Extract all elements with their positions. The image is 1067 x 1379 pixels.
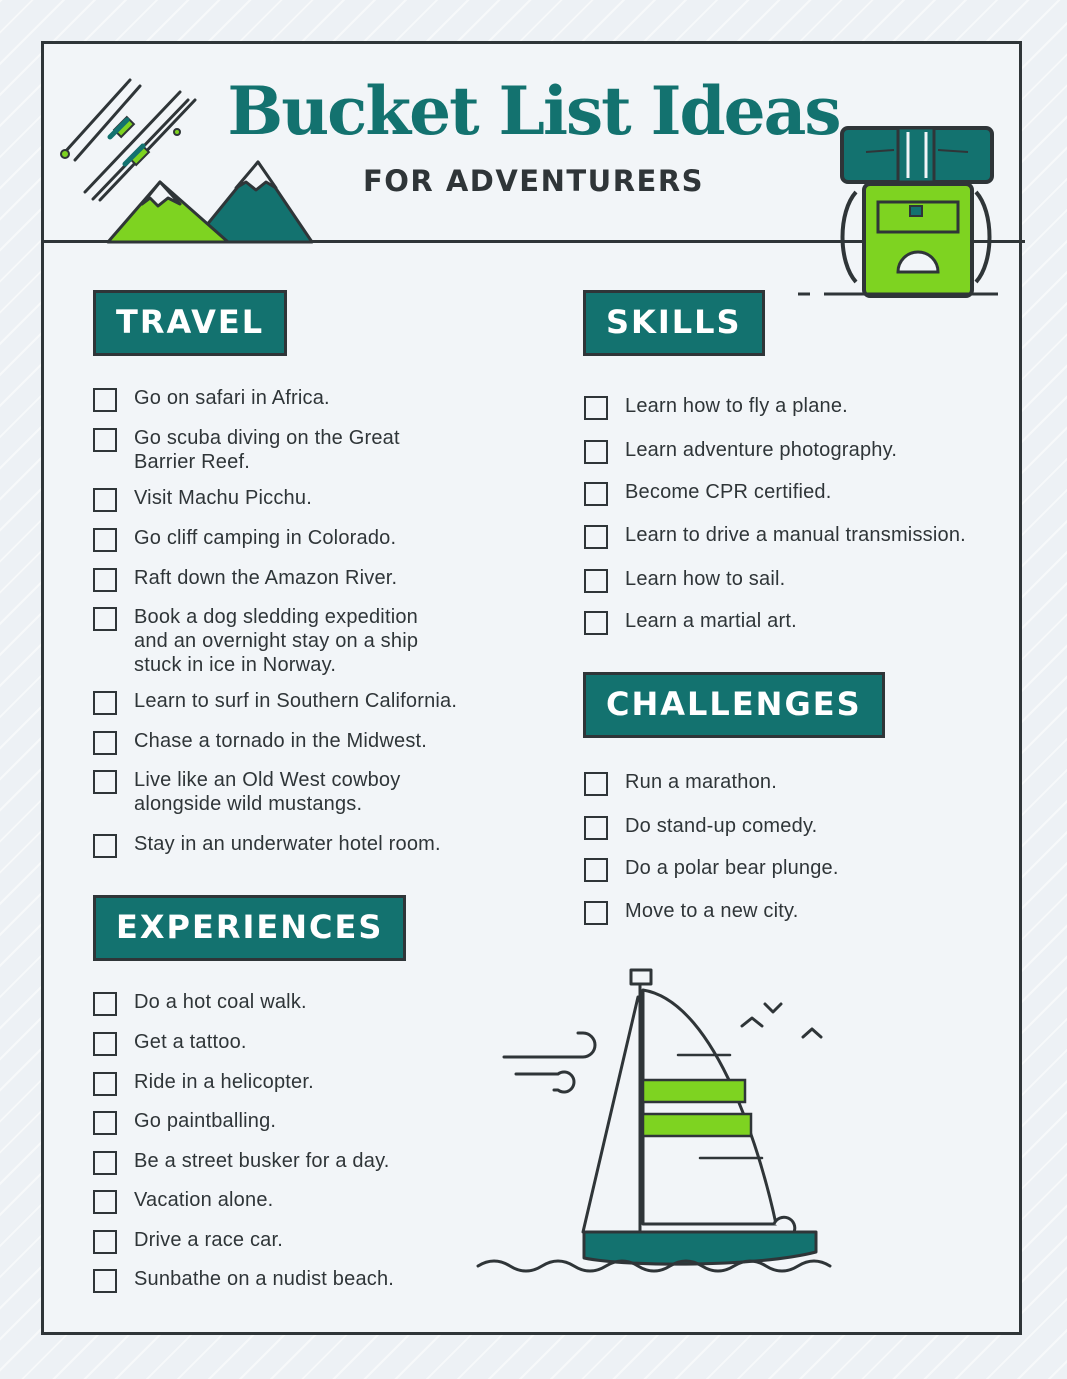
checkbox[interactable] [584, 858, 608, 882]
checkbox[interactable] [93, 992, 117, 1016]
item-label: Learn a martial art. [625, 610, 797, 632]
checkbox[interactable] [584, 440, 608, 464]
checkbox[interactable] [93, 428, 117, 452]
item-label: Learn to surf in Southern California. [134, 690, 458, 712]
item-label: alongside wild mustangs. [134, 793, 363, 815]
item-label: Go scuba diving on the Great [134, 427, 400, 449]
checkbox[interactable] [93, 568, 117, 592]
item-label: Stay in an underwater hotel room. [134, 833, 441, 855]
item-label: Learn how to fly a plane. [625, 395, 848, 417]
checkbox[interactable] [93, 528, 117, 552]
item-label: Drive a race car. [134, 1229, 284, 1251]
checkbox[interactable] [93, 607, 117, 631]
item-label: Become CPR certified. [625, 481, 832, 503]
checkbox[interactable] [584, 901, 608, 925]
item-label: Barrier Reef. [134, 451, 250, 473]
checkbox[interactable] [93, 1230, 117, 1254]
item-label: Book a dog sledding expedition [134, 606, 418, 628]
checkbox[interactable] [93, 731, 117, 755]
checkbox[interactable] [584, 396, 608, 420]
item-label: Chase a tornado in the Midwest. [134, 730, 428, 752]
checkbox[interactable] [93, 1190, 117, 1214]
travel-heading: TRAVEL [93, 290, 287, 356]
checkbox[interactable] [93, 1269, 117, 1293]
item-label: Vacation alone. [134, 1189, 274, 1211]
item-label: Live like an Old West cowboy [134, 769, 401, 791]
mountains-icon [108, 158, 313, 242]
checkbox[interactable] [584, 816, 608, 840]
item-label: Go paintballing. [134, 1110, 277, 1132]
item-label: Learn how to sail. [625, 568, 786, 590]
item-label: Raft down the Amazon River. [134, 567, 398, 589]
item-label: and an overnight stay on a ship [134, 630, 419, 652]
checkbox[interactable] [584, 772, 608, 796]
checkbox[interactable] [93, 1151, 117, 1175]
checkbox[interactable] [93, 834, 117, 858]
checkbox[interactable] [584, 482, 608, 506]
sailboat-icon [478, 962, 830, 1272]
item-label: Do stand-up comedy. [625, 815, 818, 837]
item-label: Move to a new city. [625, 900, 799, 922]
item-label: Ride in a helicopter. [134, 1071, 314, 1093]
item-label: Go on safari in Africa. [134, 387, 330, 409]
item-label: Do a hot coal walk. [134, 991, 307, 1013]
item-label: Visit Machu Picchu. [134, 487, 312, 509]
checkbox[interactable] [584, 611, 608, 635]
item-label: Get a tattoo. [134, 1031, 247, 1053]
checkbox[interactable] [93, 388, 117, 412]
experiences-heading: EXPERIENCES [93, 895, 406, 961]
checkbox[interactable] [93, 770, 117, 794]
checkbox[interactable] [584, 569, 608, 593]
item-label: Do a polar bear plunge. [625, 857, 839, 879]
item-label: Learn to drive a manual transmission. [625, 524, 966, 546]
item-label: Go cliff camping in Colorado. [134, 527, 397, 549]
checkbox[interactable] [93, 1072, 117, 1096]
backpack-icon [798, 122, 1003, 297]
item-label: Run a marathon. [625, 771, 777, 793]
checkbox[interactable] [584, 525, 608, 549]
item-label: Be a street busker for a day. [134, 1150, 390, 1172]
checkbox[interactable] [93, 691, 117, 715]
checkbox[interactable] [93, 1111, 117, 1135]
checkbox[interactable] [93, 1032, 117, 1056]
challenges-heading: CHALLENGES [583, 672, 885, 738]
page-title: Bucket List Ideas [227, 72, 840, 150]
item-label: Sunbathe on a nudist beach. [134, 1268, 395, 1290]
item-label: stuck in ice in Norway. [134, 654, 337, 676]
checkbox[interactable] [93, 488, 117, 512]
page-subtitle: FOR ADVENTURERS [362, 164, 705, 198]
item-label: Learn adventure photography. [625, 439, 898, 461]
skills-heading: SKILLS [583, 290, 765, 356]
